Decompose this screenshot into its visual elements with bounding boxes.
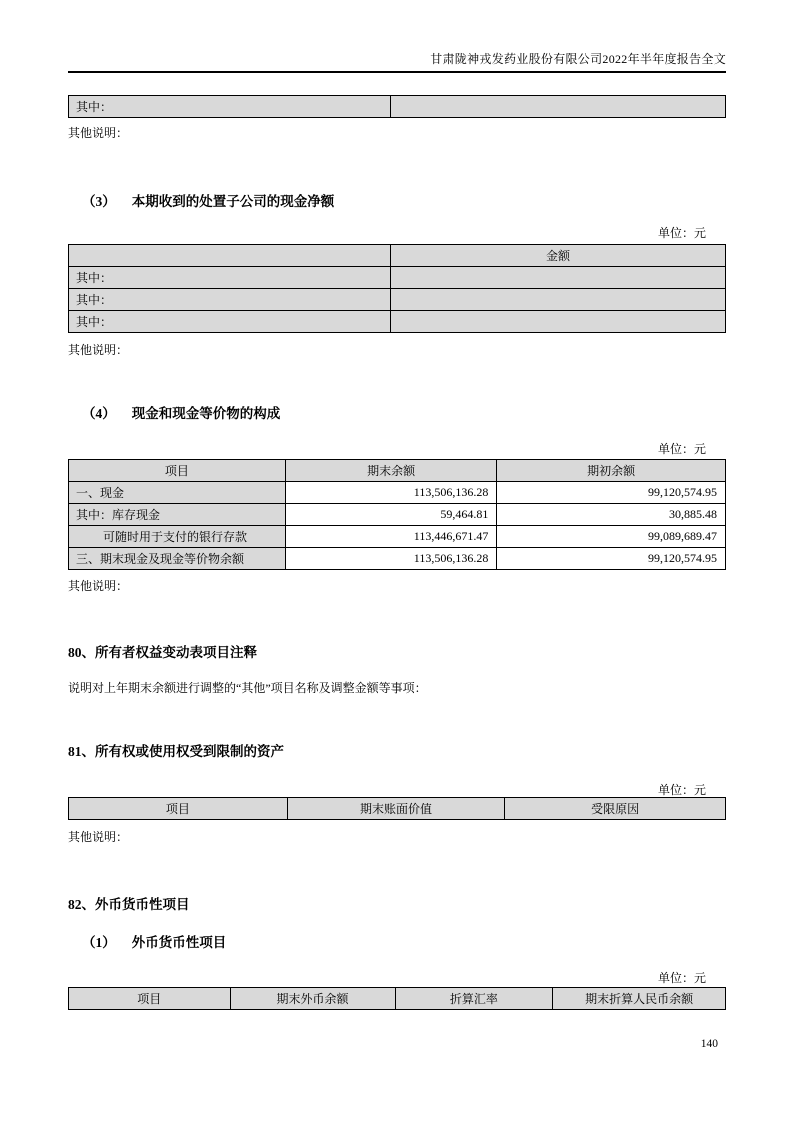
empty-value-cell bbox=[390, 311, 725, 333]
page-number: 140 bbox=[700, 1038, 718, 1050]
section-3-heading bbox=[68, 190, 726, 210]
section-81-heading: 81、所有权或使用权受到限制的资产 bbox=[68, 744, 284, 759]
section-82-1-title: 外币货币性项目 bbox=[131, 935, 227, 950]
ending-balance-header-cell: 期末余额 bbox=[285, 460, 497, 482]
page-header-title: 甘肃陇神戎发药业股份有限公司2022年半年度报告全文 bbox=[430, 52, 726, 66]
section-82-heading: 82、外币货币性项目 bbox=[68, 897, 190, 912]
beginning-balance-header-cell: 期初余额 bbox=[497, 460, 726, 482]
section-80-heading: 80、所有者权益变动表项目注释 bbox=[68, 645, 257, 660]
beginning-balance-cell: 30,885.48 bbox=[497, 504, 726, 526]
table-row bbox=[69, 311, 726, 333]
unit-label: 单位：元 bbox=[657, 226, 706, 240]
table-header-row bbox=[69, 798, 726, 820]
row-label-cell: 其中： bbox=[69, 267, 391, 289]
row-label-cell: 其中：库存现金 bbox=[69, 504, 286, 526]
section-82-1-number: （1） bbox=[82, 935, 116, 950]
section-4-heading bbox=[68, 402, 726, 422]
table-row bbox=[69, 548, 726, 570]
ending-balance-cell: 113,446,671.47 bbox=[285, 526, 497, 548]
ending-balance-cell: 113,506,136.28 bbox=[285, 482, 497, 504]
item-header-cell: 项目 bbox=[69, 460, 286, 482]
section-3-title: 本期收到的处置子公司的现金净额 bbox=[131, 194, 335, 209]
row-label-cell: 一、现金 bbox=[69, 482, 286, 504]
row-label-cell: 三、期末现金及现金等价物余额 bbox=[69, 548, 286, 570]
unit-label: 单位：元 bbox=[657, 971, 706, 985]
other-notes-label: 其他说明： bbox=[68, 126, 129, 140]
carryover-table bbox=[68, 95, 726, 118]
table-header-row bbox=[69, 245, 726, 267]
item-header-cell: 项目 bbox=[69, 988, 231, 1010]
beginning-balance-cell: 99,089,689.47 bbox=[497, 526, 726, 548]
restricted-assets-table bbox=[68, 797, 726, 820]
empty-value-cell bbox=[390, 289, 725, 311]
section-4-number: （4） bbox=[82, 406, 116, 421]
empty-header-cell bbox=[69, 245, 391, 267]
other-notes-label: 其他说明： bbox=[68, 830, 129, 844]
foreign-balance-header-cell: 期末外币余额 bbox=[230, 988, 395, 1010]
row-label-cell: 可随时用于支付的银行存款 bbox=[69, 526, 286, 548]
table-row bbox=[69, 504, 726, 526]
table-row bbox=[69, 289, 726, 311]
ending-balance-cell: 113,506,136.28 bbox=[285, 548, 497, 570]
section-82-1-heading bbox=[68, 931, 726, 951]
disposal-cash-table bbox=[68, 244, 726, 333]
ending-balance-cell: 59,464.81 bbox=[285, 504, 497, 526]
table-header-row bbox=[69, 988, 726, 1010]
row-label-cell: 其中： bbox=[69, 289, 391, 311]
book-value-header-cell: 期末账面价值 bbox=[287, 798, 504, 820]
restriction-reason-header-cell: 受限原因 bbox=[505, 798, 726, 820]
section-80-note: 说明对上年期末余额进行调整的“其他”项目名称及调整金额等事项： bbox=[68, 681, 427, 695]
empty-value-cell bbox=[390, 96, 725, 118]
table-row bbox=[69, 482, 726, 504]
beginning-balance-cell: 99,120,574.95 bbox=[497, 548, 726, 570]
item-header-cell: 项目 bbox=[69, 798, 288, 820]
header-divider-line bbox=[68, 71, 726, 73]
section-4-title: 现金和现金等价物的构成 bbox=[131, 406, 281, 421]
rmb-balance-header-cell: 期末折算人民币余额 bbox=[553, 988, 726, 1010]
row-label-cell: 其中： bbox=[69, 96, 391, 118]
table-row bbox=[69, 96, 726, 118]
table-header-row bbox=[69, 460, 726, 482]
foreign-currency-table bbox=[68, 987, 726, 1010]
section-3-number: （3） bbox=[82, 194, 116, 209]
unit-label: 单位：元 bbox=[657, 783, 706, 797]
row-label-cell: 其中： bbox=[69, 311, 391, 333]
other-notes-label: 其他说明： bbox=[68, 579, 129, 593]
table-row bbox=[69, 526, 726, 548]
cash-composition-table bbox=[68, 459, 726, 570]
other-notes-label: 其他说明： bbox=[68, 343, 129, 357]
exchange-rate-header-cell: 折算汇率 bbox=[395, 988, 553, 1010]
table-row bbox=[69, 267, 726, 289]
empty-value-cell bbox=[390, 267, 725, 289]
amount-header-cell: 金额 bbox=[390, 245, 725, 267]
beginning-balance-cell: 99,120,574.95 bbox=[497, 482, 726, 504]
unit-label: 单位：元 bbox=[657, 442, 706, 456]
